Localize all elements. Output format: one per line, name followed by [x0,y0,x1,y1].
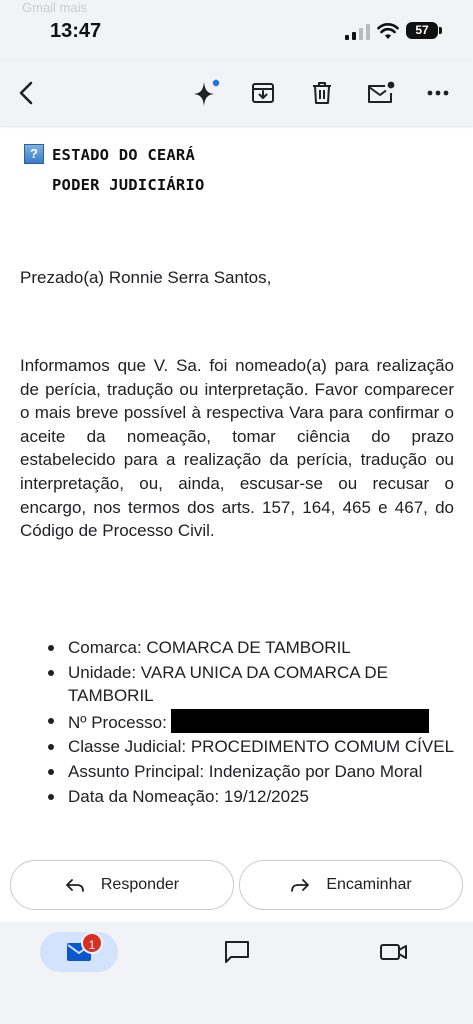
trash-icon [310,80,334,106]
details-list [68,636,458,809]
reply-icon [65,877,85,893]
email-body [0,128,473,858]
bottom-navigation [0,922,473,1024]
mark-unread-button[interactable] [362,74,400,112]
battery-level: 57 [406,22,438,39]
more-options-button[interactable] [419,74,457,112]
video-camera-icon [379,941,409,963]
reply-button[interactable] [10,860,234,910]
cellular-signal-icon [345,24,371,40]
status-time: 13:47 [50,20,102,42]
archive-icon [250,80,276,106]
list-item-processo: Nº Processo: [68,709,458,735]
back-button[interactable] [8,74,46,112]
delete-button[interactable] [303,74,341,112]
header-line-state: ESTADO DO CEARÁ [52,146,195,164]
forward-button[interactable] [239,860,463,910]
redaction-bar [171,709,429,733]
back-arrow-icon [16,80,38,106]
nav-mail[interactable] [40,932,118,972]
broken-image-icon: ? [24,144,44,164]
more-vert-icon [426,88,450,98]
status-ghost-text: Gmail mais [22,0,88,15]
list-item-unidade: Unidade: VARA UNICA DA COMARCA DE TAMBORIL [68,661,458,708]
forward-icon [290,877,310,893]
email-toolbar [0,60,473,126]
list-item-classe: Classe Judicial: PROCEDIMENTO COMUM CÍVEL [68,735,458,759]
mark-unread-icon [366,80,396,106]
archive-button[interactable] [244,74,282,112]
greeting: Prezado(a) Ronnie Serra Santos, [20,268,272,287]
email-paragraph: Informamos que V. Sa. foi nomeado(a) para realização de perícia, tradução ou interpretação. Favor comparecer o mais breve possível à respectiva Vara para confirmar o aceite da nomeação, tomar ciência do prazo estabelecido para a realização da perícia, tradução ou interpretação, ou, ainda, escusar-se ou recusar o encargo, nos termos dos arts. 157, 164, 465 e 467, do Código de Processo Civil. [20,356,454,541]
nav-meet[interactable] [376,936,412,968]
gemini-sparkle-icon [190,77,222,109]
list-item-comarca: Comarca: COMARCA DE TAMBORIL [68,636,458,660]
mail-unread-badge: 1 [81,932,103,954]
reply-label: Responder [100,876,180,893]
nav-chat[interactable] [219,936,255,968]
chat-icon [223,939,251,965]
wifi-icon [377,22,399,40]
header-line-judiciary: PODER JUDICIÁRIO [52,176,205,194]
list-item-assunto: Assunto Principal: Indenização por Dano Moral [68,760,458,784]
list-item-data: Data da Nomeação: 19/12/2025 [68,785,458,809]
status-bar [0,0,473,60]
forward-label: Encaminhar [326,876,412,893]
gemini-button[interactable] [187,74,225,112]
battery-tip [439,27,442,34]
